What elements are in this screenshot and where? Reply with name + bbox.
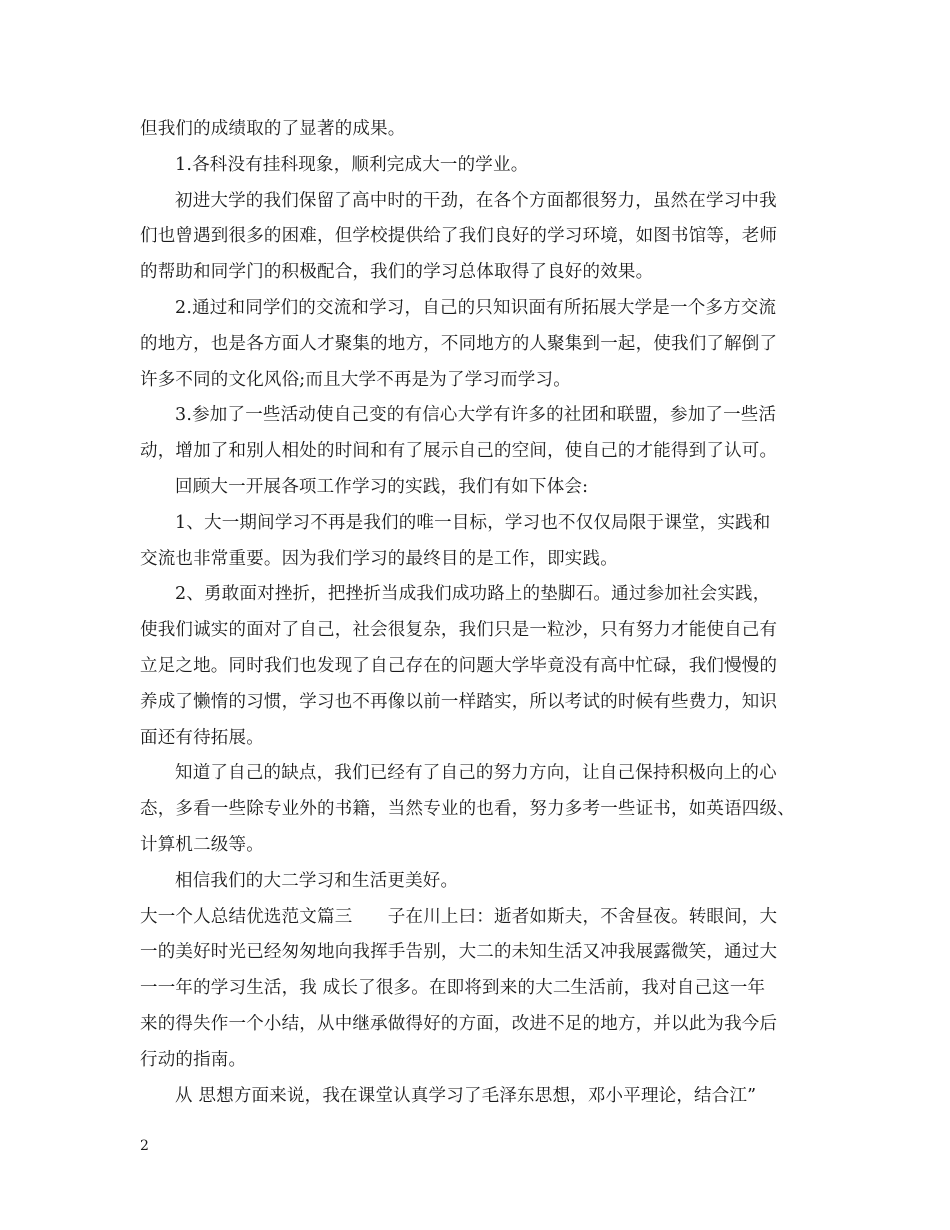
- text-line: 许多不同的文化风俗;而且大学不再是为了学习而学习。: [140, 369, 571, 390]
- text-line: 3.参加了一些活动使自己变的有信心大学有许多的社团和联盟，参加了一些活: [175, 405, 777, 426]
- text-line: 知道了自己的缺点，我们已经有了自己的努力方向，让自己保持积极向上的心: [175, 763, 777, 784]
- text-line: 动，增加了和别人相处的时间和有了展示自己的空间，使自己的才能得到了认可。: [140, 441, 778, 462]
- text-line: 态，多看一些除专业外的书籍，当然专业的也看，努力多考一些证书，如英语四级、: [140, 799, 795, 820]
- text-line: 们也曾遇到很多的困难，但学校提供给了我们良好的学习环境，如图书馆等，老师: [140, 226, 778, 247]
- text-line: 1.各科没有挂科现象，顺利完成大一的学业。: [175, 154, 529, 175]
- text-line: 初进大学的我们保留了高中时的干劲，在各个方面都很努力，虽然在学习中我: [175, 190, 777, 211]
- page-number: 2: [140, 1138, 149, 1154]
- document-body: [140, 112, 820, 1114]
- text-line: 2.通过和同学们的交流和学习，自己的只知识面有所拓展大学是一个多方交流: [175, 297, 777, 318]
- text-line: 使我们诚实的面对了自己，社会很复杂，我们只是一粒沙，只有努力才能使自己有: [140, 620, 778, 641]
- text-line: 交流也非常重要。因为我们学习的最终目的是工作，即实践。: [140, 548, 618, 569]
- text-line: 的地方，也是各方面人才聚集的地方，不同地方的人聚集到一起，使我们了解倒了: [140, 333, 778, 354]
- text-line: 2、勇敢面对挫折，把挫折当成我们成功路上的垫脚石。通过参加社会实践，: [175, 584, 771, 605]
- text-line: 立足之地。同时我们也发现了自己存在的问题大学毕竟没有高中忙碌，我们慢慢的: [140, 655, 778, 676]
- text-line: 从 思想方面来说，我在课堂认真学习了毛泽东思想，邓小平理论，结合江”: [175, 1085, 757, 1106]
- text-line: 养成了懒惰的习惯，学习也不再像以前一样踏实，所以考试的时候有些费力，知识: [140, 691, 778, 712]
- text-line: 大一个人总结优选范文篇三 子在川上曰：逝者如斯夫，不舍昼夜。转眼间，大: [140, 906, 778, 927]
- text-line: 计算机二级等。: [140, 834, 264, 855]
- text-line: 1、大一期间学习不再是我们的唯一目标，学习也不仅仅局限于课堂，实践和: [175, 512, 771, 533]
- text-line: 行动的指南。: [140, 1049, 247, 1070]
- text-line: 面还有待拓展。: [140, 727, 264, 748]
- text-line: 相信我们的大二学习和生活更美好。: [175, 870, 459, 891]
- text-line: 的帮助和同学门的积极配合，我们的学习总体取得了良好的效果。: [140, 262, 654, 283]
- text-line: 回顾大一开展各项工作学习的实践，我们有如下体会:: [175, 476, 589, 497]
- text-line: 来的得失作一个小结，从中继承做得好的方面，改进不足的地方，并以此为我今后: [140, 1013, 778, 1034]
- text-line: 一一年的学习生活，我 成长了很多。在即将到来的大二生活前，我对自己这一年: [140, 978, 766, 999]
- text-line: 一的美好时光已经匆匆地向我挥手告别，大二的未知生活又冲我展露微笑，通过大: [140, 942, 778, 963]
- text-line: 但我们的成绩取的了显著的成果。: [140, 119, 406, 139]
